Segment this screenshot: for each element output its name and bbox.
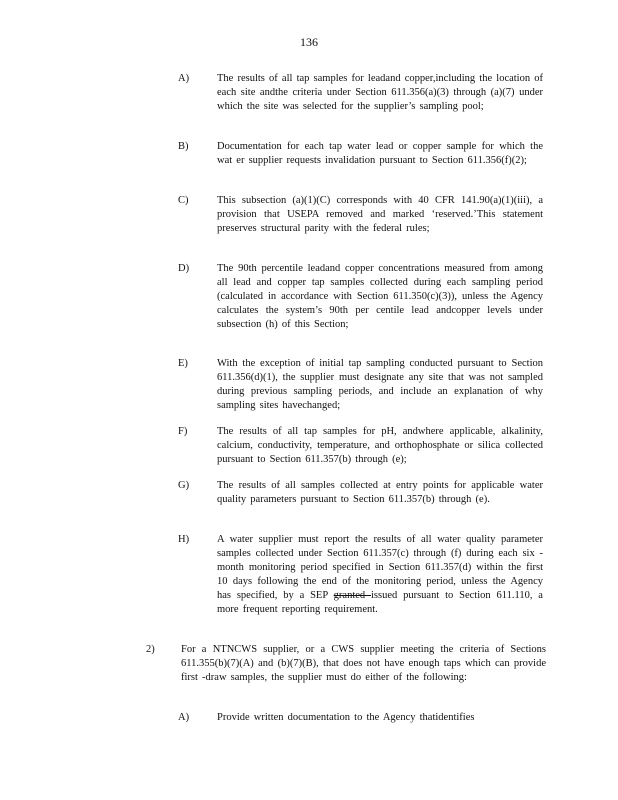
struck-text: granted — [333, 590, 371, 601]
item-marker: A) — [178, 712, 190, 723]
item-marker: C) — [178, 195, 189, 206]
item-text-after: issued pursuant to Section 611.110, a more frequent reporting requirement. — [217, 590, 543, 615]
list-item-c — [178, 194, 543, 236]
item-text — [217, 533, 543, 617]
item-marker: G) — [178, 480, 190, 491]
item-text: For a NTNCWS supplier, or a CWS supplier meeting the criteria of Sections 611.355(b)(7)(A) and (b)(7)(B), that does not have enough taps which can provide first -draw samples, the supplier must do either of the following: — [181, 644, 546, 683]
item-marker: A) — [178, 73, 190, 84]
item-text: The results of all samples collected at entry points for applicable water quality parameters pursuant to Section 611.357(b) through (e). — [217, 480, 543, 505]
item-text: The results of all tap samples for leadand copper,including the location of each site andthe criteria under Section 611.356(a)(3) through (a)(7) under which the site was selected for the supplier’s sampling pool; — [217, 73, 543, 112]
page-number: 136 — [300, 35, 318, 49]
item-marker: E) — [178, 358, 188, 369]
list-item-a — [178, 72, 543, 114]
list-item-e — [178, 357, 543, 413]
item-marker: 2) — [146, 644, 155, 655]
item-text: The 90th percentile leadand copper concentrations measured from among all lead and copper tap samples collected during each sampling period (calculated in accordance with Section 611.350(c)(3)), unless the Agency calculates the system’s 90th per centile lead andcopper levels under subsection (h) of this Section; — [217, 263, 543, 330]
item-marker: B) — [178, 141, 189, 152]
list-item-2 — [146, 643, 546, 685]
item-text: With the exception of initial tap sampling conducted pursuant to Section 611.356(d)(1), the supplier must designate any site that was not sampled during previous sampling periods, and include an explanation of why sampling sites havechanged; — [217, 358, 543, 411]
item-marker: D) — [178, 263, 190, 274]
list-item-d — [178, 262, 543, 332]
item-marker: H) — [178, 534, 190, 545]
item-text: Provide written documentation to the Agency thatidentifies — [217, 712, 475, 723]
list-item-g — [178, 479, 543, 507]
list-item-h — [178, 533, 543, 617]
list-item-f — [178, 425, 543, 467]
item-text: Documentation for each tap water lead or copper sample for which the wat er supplier requests invalidation pursuant to Section 611.356(f)(2); — [217, 141, 543, 166]
item-text: This subsection (a)(1)(C) corresponds with 40 CFR 141.90(a)(1)(iii), a provision that USEPA removed and marked ‘reserved.’This statement preserves structural parity with the federal rules; — [217, 195, 543, 234]
list-item-b — [178, 140, 543, 168]
item-text: The results of all tap samples for pH, andwhere applicable, alkalinity, calcium, conductivity, temperature, and orthophosphate or silica collected pursuant to Section 611.357(b) through (e); — [217, 426, 543, 465]
item-marker: F) — [178, 426, 188, 437]
item-text-before: A water supplier must report the results of all water quality parameter samples collected under Section 611.357(c) through (f) during each six -month monitoring period specified in Section 611.357(d) within the first 10 days following the end of the monitoring period, unless the Agency has specified, by a SEP — [217, 534, 543, 601]
list-item-2a — [178, 711, 543, 725]
